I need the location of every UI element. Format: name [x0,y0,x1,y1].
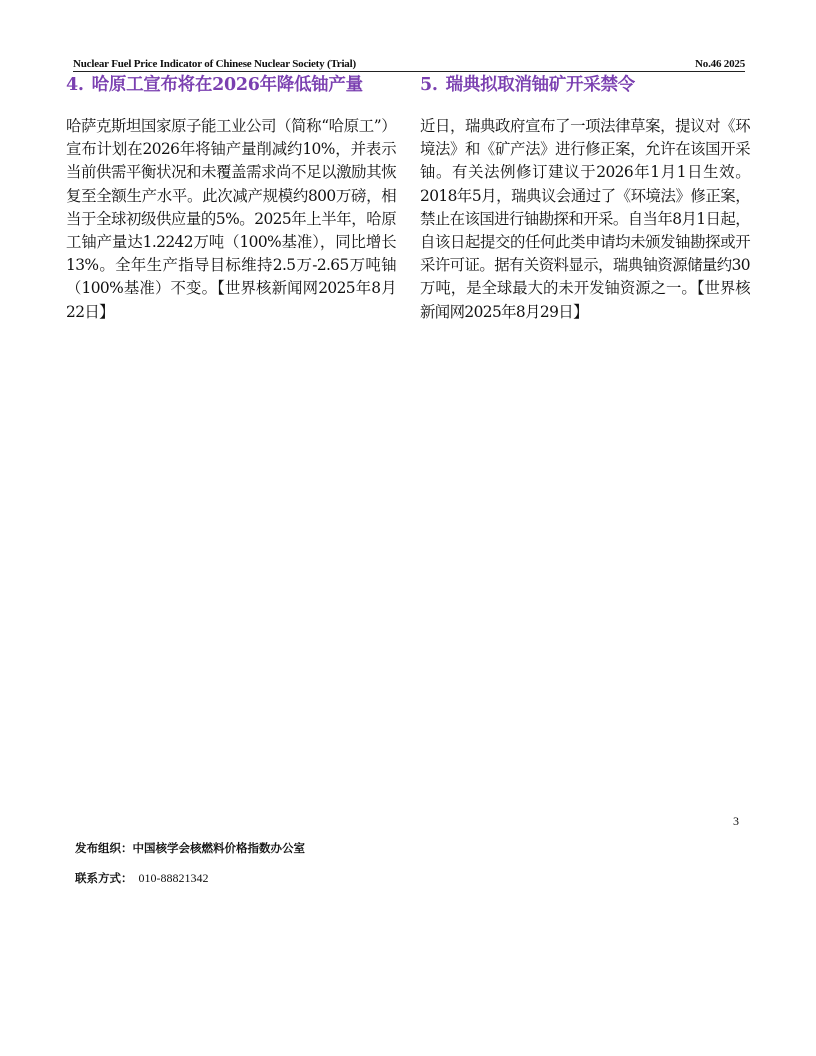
article-number: 4. [66,75,84,95]
issue-number: No.46 2025 [695,58,745,70]
publication-title: Nuclear Fuel Price Indicator of Chinese Nuclear Society (Trial) [73,58,356,70]
footer-organization [75,840,305,856]
article-5 [420,73,750,324]
org-value: 中国核学会核燃料价格指数办公室 [132,841,305,855]
org-label: 发布组织： [75,841,133,855]
footer-contact [75,870,209,886]
running-header [73,58,745,72]
article-heading [420,73,750,97]
contact-label: 联系方式： [75,871,133,885]
article-4 [66,73,396,324]
article-body: 哈萨克斯坦国家原子能工业公司（简称“哈原工”）宣布计划在2026年将铀产量削减约10%，并表示当前供需平衡状况和未覆盖需求尚不足以激励其恢复至全额生产水平。此次减产规模约800万磅，相当于全球初级供应量的5%。2025年上半年，哈原工铀产量达1.2242万吨（100%基准），同比增长13%。全年生产指导目标维持2.5万-2.65万吨铀（100%基准）不变。【世界核新闻网2025年8月22日】 [66,117,396,321]
article-body: 近日，瑞典政府宣布了一项法律草案，提议对《环境法》和《矿产法》进行修正案，允许在该国开采铀。有关法例修订建议于2026年1月1日生效。2018年5月，瑞典议会通过了《环境法》修正案，禁止在该国进行铀勘探和开采。自当年8月1日起，自该日起提交的任何此类申请均未颁发铀勘探或开采许可证。据有关资料显示，瑞典铀资源储量约30万吨，是全球最大的未开发铀资源之一。【世界核新闻网2025年8月29日】 [420,117,750,321]
article-title: 哈原工宣布将在2026年降低铀产量 [91,75,363,95]
contact-value: 010-88821342 [138,871,209,885]
article-title: 瑞典拟取消铀矿开采禁令 [445,75,635,95]
article-number: 5. [420,75,438,95]
page-number: 3 [733,814,739,828]
article-heading [66,73,396,97]
